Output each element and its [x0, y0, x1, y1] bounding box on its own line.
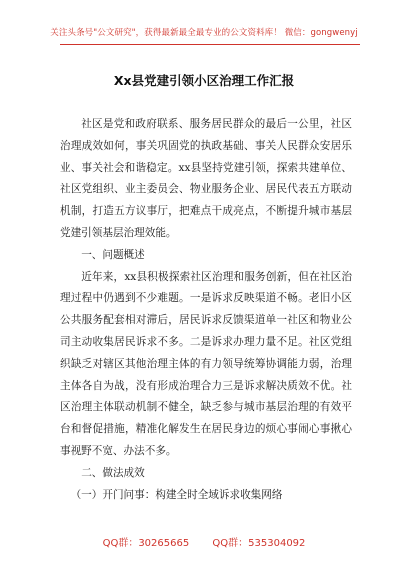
- subsection-heading-open-door: （一）开门问事：构建全时全域诉求收集网络: [70, 488, 283, 501]
- header-divider: [60, 44, 360, 45]
- document-body: [60, 114, 352, 506]
- document-title: Xx县党建引领小区治理工作汇报: [113, 73, 295, 88]
- page-header-banner: 关注头条号"公文研究"，获得最新最全最专业的公文资料库！ 微信：gongwenyj: [50, 28, 358, 38]
- footer-qq-group-2: QQ群：535304092: [212, 538, 306, 549]
- intro-paragraph: 社区是党和政府联系、服务居民群众的最后一公里，社区治理成效如何，事关巩固党的执政基础、事关人民群众安居乐业、事关社会和谐稳定。xx县坚持党建引领，探索共建单位、社区党组织、业主委员会、物业服务企业、居民代表五方联动机制，打造五方议事厅，把难点干成亮点，不断提升城市基层党建引领基层治理效能。: [60, 118, 352, 239]
- section-heading-practices: 二、做法成效: [81, 466, 145, 479]
- section-heading-problems: 一、问题概述: [81, 248, 145, 261]
- footer-qq-group-1: QQ群：30265665: [102, 538, 190, 549]
- page-footer: [0, 534, 408, 549]
- problems-paragraph: 近年来，xx县积极探索社区治理和服务创新，但在社区治理过程中仍遇到不少难题。一是诉求反映渠道不畅。老旧小区公共服务配套相对滞后，居民诉求反馈渠道单一社区和物业公司主动收集居民诉求不多。二是诉求办理力量不足。社区党组织缺乏对辖区其他治理主体的有力领导统筹协调能力弱，治理主体各自为战，没有形成治理合力三是诉求解决质效不优。社区治理主体联动机制不健全，缺乏参与城市基层治理的有效平台和督促措施，精准化解发生在居民身边的烦心事闹心事揪心事视野不宽、办法不多。: [60, 270, 352, 457]
